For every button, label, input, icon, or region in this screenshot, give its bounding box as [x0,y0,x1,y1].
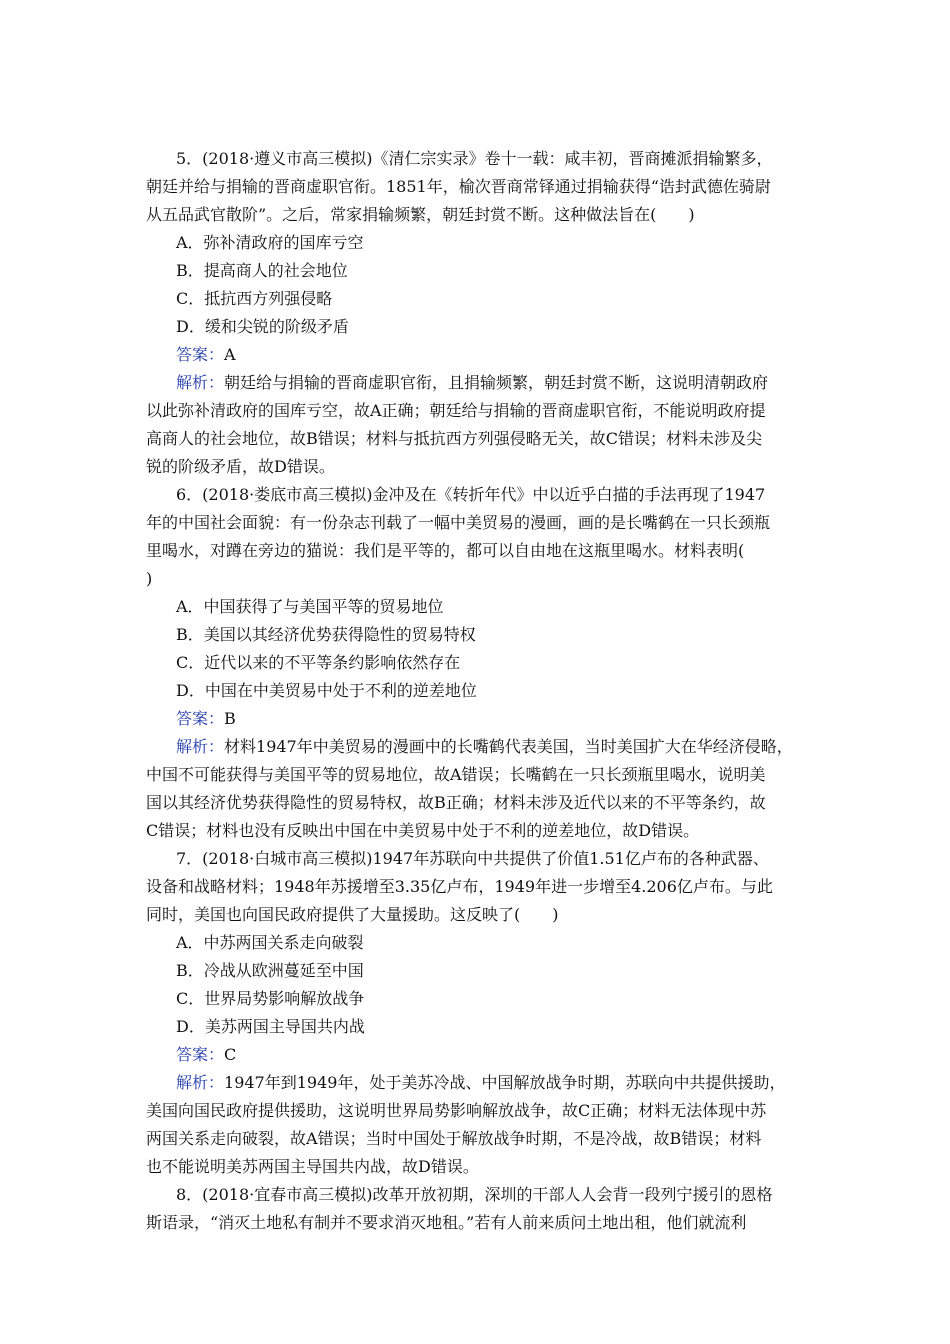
q5-answer [176,343,236,367]
analysis-label: 解析： [176,737,225,756]
q7-stem-line-3: 同时，美国也向国民政府提供了大量援助。这反映了( ) [146,905,559,924]
q7-stem-line-1: 7．(2018·白城市高三模拟)1947年苏联向中共提供了价值1.51亿卢布的各种武器、 [176,849,769,868]
q6-option-b: B．美国以其经济优势获得隐性的贸易特权 [176,625,476,644]
q5-analysis-line-2: 以此弥补清政府的国库亏空，故A正确；朝廷给与捐输的晋商虚职官衔，不能说明政府提 [146,401,766,420]
q6-analysis-line-2: 中国不可能获得与美国平等的贸易地位，故A错误；长嘴鹤在一只长颈瓶里喝水，说明美 [146,765,766,784]
analysis-label: 解析： [176,373,225,392]
q6-answer [176,707,236,731]
analysis-label: 解析： [176,1073,225,1092]
q7-option-a: A．中苏两国关系走向破裂 [176,933,364,952]
answer-value: A [224,345,236,364]
q5-analysis-line-1 [176,371,768,395]
q6-stem-line-1: 6．(2018·娄底市高三模拟)金冲及在《转折年代》中以近乎白描的手法再现了1947 [176,485,766,504]
q6-analysis-line-3: 国以其经济优势获得隐性的贸易特权，故B正确；材料未涉及近代以来的不平等条约，故 [146,793,766,812]
q6-option-a: A．中国获得了与美国平等的贸易地位 [176,597,444,616]
analysis-text: 1947年到1949年，处于美苏冷战、中国解放战争时期，苏联向中共提供援助， [224,1073,786,1092]
q5-option-a: A．弥补清政府的国库亏空 [176,233,364,252]
q5-option-b: B．提高商人的社会地位 [176,261,348,280]
analysis-text: 材料1947年中美贸易的漫画中的长嘴鹤代表美国，当时美国扩大在华经济侵略， [224,737,793,756]
answer-label: 答案： [176,709,225,728]
analysis-text: 朝廷给与捐输的晋商虚职官衔，且捐输频繁，朝廷封赏不断，这说明清朝政府 [224,373,769,392]
q7-analysis-line-3: 两国关系走向破裂，故A错误；当时中国处于解放战争时期，不是冷战，故B错误；材料 [146,1129,762,1148]
q7-answer [176,1043,236,1067]
q7-option-d: D．美苏两国主导国共内战 [176,1017,365,1036]
q5-analysis-line-3: 高商人的社会地位，故B错误；材料与抵抗西方列强侵略无关，故C错误；材料未涉及尖 [146,429,763,448]
q6-stem-line-2: 年的中国社会面貌：有一份杂志刊载了一幅中美贸易的漫画，画的是长嘴鹤在一只长颈瓶 [146,513,771,532]
q5-option-c: C．抵抗西方列强侵略 [176,289,333,308]
q7-option-c: C．世界局势影响解放战争 [176,989,365,1008]
q7-analysis-line-2: 美国向国民政府提供援助，这说明世界局势影响解放战争，故C正确；材料无法体现中苏 [146,1101,767,1120]
q5-analysis-line-4: 锐的阶级矛盾，故D错误。 [146,457,335,476]
q6-analysis-line-1 [176,735,793,759]
q7-analysis-line-4: 也不能说明美苏两国主导国共内战，故D错误。 [146,1157,479,1176]
answer-value: C [224,1045,237,1064]
q6-stem-line-3: 里喝水，对蹲在旁边的猫说：我们是平等的，都可以自由地在这瓶里喝水。材料表明( [146,541,745,560]
q5-stem-line-2: 朝廷并给与捐输的晋商虚职官衔。1851年，榆次晋商常铎通过捐输获得“诰封武德佐骑尉 [146,177,771,196]
q7-stem-line-2: 设备和战略材料；1948年苏援增至3.35亿卢布，1949年进一步增至4.206亿卢布。与此 [146,877,773,896]
q6-option-c: C．近代以来的不平等条约影响依然存在 [176,653,461,672]
q5-option-d: D．缓和尖锐的阶级矛盾 [176,317,349,336]
answer-label: 答案： [176,345,225,364]
q6-stem-line-4: ) [146,569,153,588]
q7-analysis-line-1 [176,1071,785,1095]
answer-label: 答案： [176,1045,225,1064]
q5-stem-line-1: 5．(2018·遵义市高三模拟)《清仁宗实录》卷十一载：咸丰初，晋商摊派捐输繁多， [176,149,773,168]
q8-stem-line-2: 斯语录，“消灭土地私有制并不要求消灭地租。”若有人前来质问土地出租，他们就流利 [146,1213,747,1232]
q6-analysis-line-4: C错误；材料也没有反映出中国在中美贸易中处于不利的逆差地位，故D错误。 [146,821,700,840]
q6-option-d: D．中国在中美贸易中处于不利的逆差地位 [176,681,477,700]
q8-stem-line-1: 8．(2018·宜春市高三模拟)改革开放初期，深圳的干部人人会背一段列宁援引的恩格 [176,1185,773,1204]
q7-option-b: B．冷战从欧洲蔓延至中国 [176,961,364,980]
answer-value: B [224,709,236,728]
q5-stem-line-3: 从五品武官散阶”。之后，常家捐输频繁，朝廷封赏不断。这种做法旨在( ) [146,205,695,224]
